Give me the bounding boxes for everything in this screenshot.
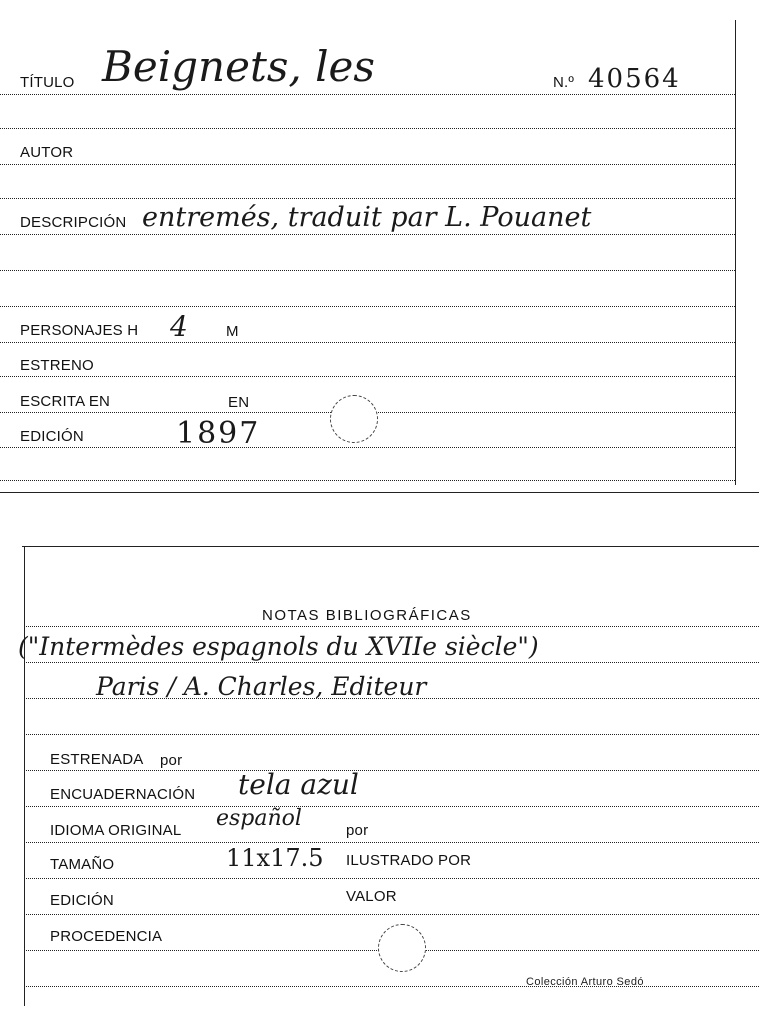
encuadernacion-value: tela azul (238, 768, 359, 801)
notas-line-2: Paris / A. Charles, Editeur (96, 672, 427, 701)
rule (24, 806, 759, 807)
encuadernacion-label: ENCUADERNACIÓN (50, 786, 196, 803)
titulo-value: Beignets, les (102, 42, 375, 91)
ilustrado-label: ILUSTRADO POR (346, 852, 472, 869)
rule (24, 914, 759, 915)
front-card (0, 0, 759, 500)
back-card-left-edge (24, 546, 25, 1006)
rule (0, 376, 735, 377)
rule (24, 662, 759, 663)
punch-hole (330, 395, 378, 443)
rule (0, 270, 735, 271)
valor-label: VALOR (346, 888, 397, 905)
descripcion-label: DESCRIPCIÓN (20, 214, 127, 231)
rule (24, 626, 759, 627)
edicion-value: 1897 (176, 416, 261, 451)
tamano-value: 11x17.5 (226, 844, 324, 872)
back-card (0, 540, 759, 1028)
rule (24, 842, 759, 843)
rule (0, 198, 735, 199)
estreno-label: ESTRENO (20, 357, 94, 374)
punch-hole (378, 924, 426, 972)
titulo-label: TÍTULO (20, 74, 75, 91)
rule (24, 986, 759, 987)
rule (0, 128, 735, 129)
coleccion-stamp: Colección Arturo Sedó (526, 976, 644, 988)
rule (24, 770, 759, 771)
tamano-label: TAMAÑO (50, 856, 115, 873)
rule (24, 878, 759, 879)
edicion-label: EDICIÓN (20, 428, 84, 445)
procedencia-label: PROCEDENCIA (50, 928, 163, 945)
rule (0, 447, 735, 448)
notas-title: NOTAS BIBLIOGRÁFICAS (262, 607, 472, 624)
rule (0, 480, 735, 481)
edicion-label-back: EDICIÓN (50, 892, 114, 909)
escrita-label: ESCRITA EN (20, 393, 111, 410)
escrita-en-label: EN (228, 394, 250, 411)
rule (0, 342, 735, 343)
estrenada-label: ESTRENADA (50, 751, 144, 768)
notas-line-1: ("Intermèdes espagnols du XVIIe siècle") (18, 632, 539, 661)
estrenada-por: por (160, 752, 183, 769)
idioma-label: IDIOMA ORIGINAL (50, 822, 182, 839)
rule (0, 234, 735, 235)
front-card-right-edge (735, 20, 736, 485)
idioma-por: por (346, 822, 369, 839)
numero-label: N.º (553, 74, 575, 91)
numero-value: 40564 (588, 64, 681, 94)
rule (0, 164, 735, 165)
idioma-value: español (216, 806, 302, 831)
autor-label: AUTOR (20, 144, 74, 161)
personajes-label: PERSONAJES H (20, 322, 139, 339)
rule (0, 306, 735, 307)
descripcion-value: entremés, traduit par L. Pouanet (142, 202, 592, 233)
personajes-h-value: 4 (170, 310, 188, 343)
rule (0, 94, 735, 95)
rule (24, 734, 759, 735)
front-card-bottom-edge (0, 492, 759, 493)
personajes-m-label: M (226, 323, 239, 340)
back-card-top-edge (22, 546, 759, 547)
